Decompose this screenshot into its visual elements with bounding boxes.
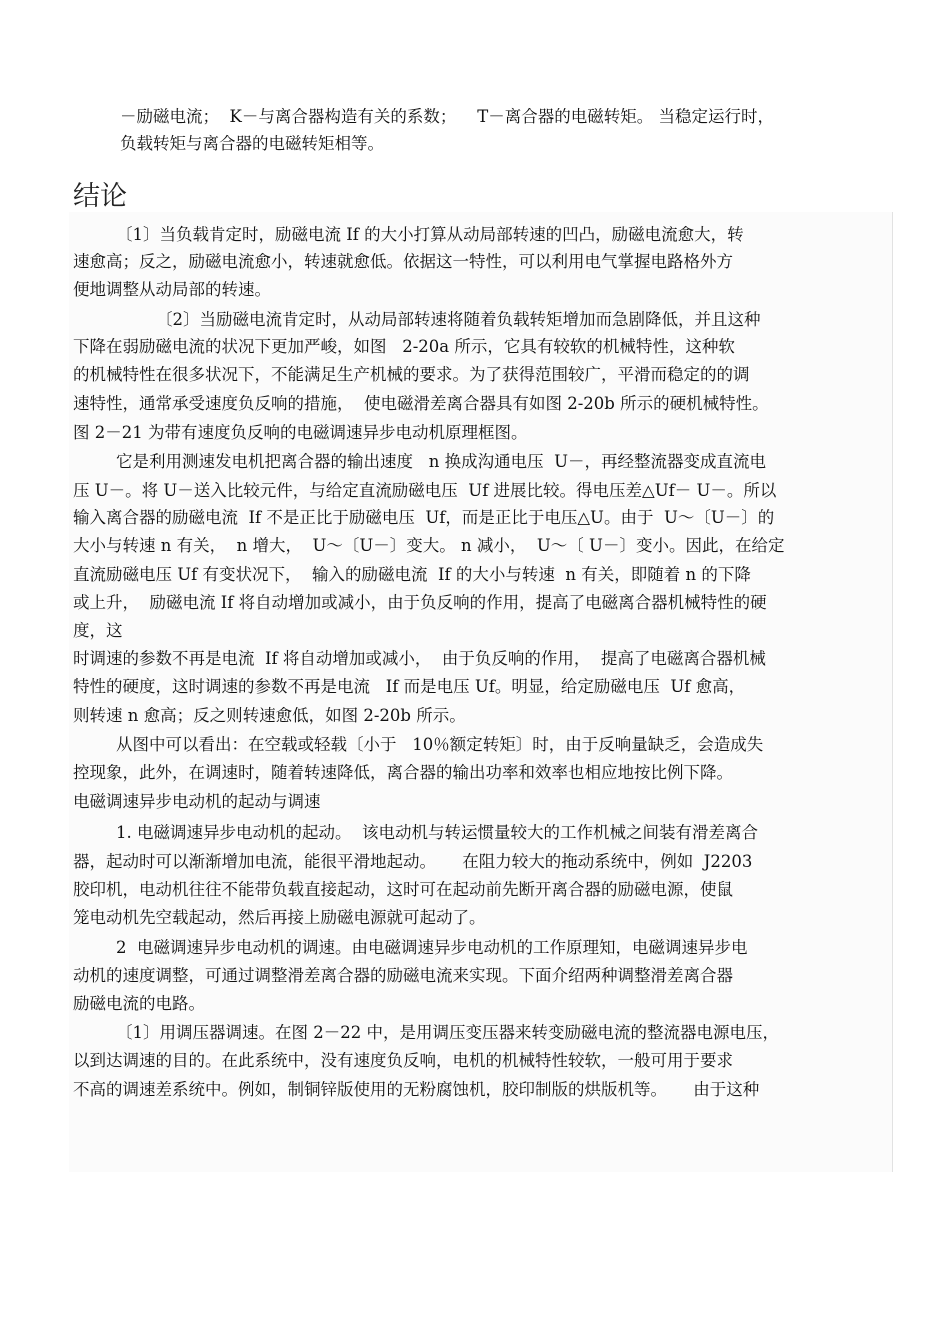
body-line: 以到达调速的目的。在此系统中，没有速度负反响，电机的机械特性较软，一般可用于要求 (73, 1051, 733, 1070)
body-line: 的机械特性在很多状况下，不能满足生产机械的要求。为了获得范围较广，平滑而稳定的的调 (73, 365, 750, 384)
body-line: 胶印机，电动机往往不能带负载直接起动，这时可在起动前先断开离合器的励磁电源，使鼠 (73, 880, 733, 899)
body-line: 从图中可以看出：在空载或轻载〔小于 10％额定转矩〕时，由于反响量缺乏，会造成失 (116, 735, 764, 754)
body-line: 〔1〕用调压器调速。在图 2－22 中，是用调压变压器来转变励磁电流的整流器电源电压， (116, 1023, 779, 1042)
intro-line: －励磁电流； K－与离合器构造有关的系数； T－离合器的电磁转矩。 当稳定运行时， (120, 107, 775, 126)
body-line: 笼电动机先空载起动，然后再接上励磁电源就可起动了。 (73, 908, 486, 927)
body-line: 图 2－21 为带有速度负反响的电磁调速异步电动机原理框图。 (73, 423, 528, 442)
body-line: 〔2〕当励磁电流肯定时，从动局部转速将随着负载转矩增加而急剧降低，并且这种 (156, 310, 761, 329)
body-line: 器，起动时可以渐渐增加电流，能很平滑地起动。 在阻力较大的拖动系统中，例如 J2203 (73, 852, 753, 871)
body-line: 控现象，此外，在调速时，随着转速降低，离合器的输出功率和效率也相应地按比例下降。 (73, 763, 733, 782)
body-line: 直流励磁电压 Uf 有变状况下， 输入的励磁电流 If 的大小与转速 n 有关，即随着 n 的下降 (73, 565, 751, 584)
body-line: 动机的速度调整，可通过调整滑差离合器的励磁电流来实现。下面介绍两种调整滑差离合器 (73, 966, 733, 985)
body-line: 下降在弱励磁电流的状况下更加严峻，如图 2-20a 所示，它具有较软的机械特性，这种软 (73, 337, 735, 356)
body-line: 2 电磁调速异步电动机的调速。由电磁调速异步电动机的工作原理知，电磁调速异步电 (116, 938, 748, 957)
body-line: 压 U－。将 U－送入比较元件，与给定直流励磁电压 Uf 进展比较。得电压差△Uf－ U－。所以 (73, 481, 777, 500)
body-line: 便地调整从动局部的转速。 (73, 280, 271, 299)
body-line: 特性的硬度，这时调速的参数不再是电流 If 而是电压 Uf。明显，给定励磁电压 Uf 愈高， (73, 677, 746, 696)
body-line: 度，这 (73, 621, 123, 640)
body-line: 则转速 n 愈高；反之则转速愈低，如图 2-20b 所示。 (73, 706, 466, 725)
body-line: 励磁电流的电路。 (73, 994, 205, 1013)
body-line: 不高的调速差系统中。例如，制铜锌版使用的无粉腐蚀机，胶印制版的烘版机等。 由于这种 (73, 1080, 760, 1099)
body-line: 大小与转速 n 有关， n 增大， U～〔U－〕变大。 n 减小， U～〔 U－〕变小。因此，在给定 (73, 536, 785, 555)
body-line: 〔1〕当负载肯定时，励磁电流 If 的大小打算从动局部转速的凹凸，励磁电流愈大，转 (116, 225, 744, 244)
body-line: 速愈高；反之，励磁电流愈小，转速就愈低。依据这一特性，可以利用电气掌握电路格外方 (73, 252, 733, 271)
body-line: 或上升， 励磁电流 If 将自动增加或减小，由于负反响的作用，提高了电磁离合器机械特性的硬 (73, 593, 767, 612)
subsection-title: 电磁调速异步电动机的起动与调速 (73, 792, 321, 811)
body-line: 时调速的参数不再是电流 If 将自动增加或减小， 由于负反响的作用， 提高了电磁离合器机械 (73, 649, 766, 668)
section-heading: 结论 (73, 181, 127, 212)
body-line: 速特性，通常承受速度负反响的措施， 使电磁滑差离合器具有如图 2-20b 所示的硬机械特性。 (73, 394, 769, 413)
body-line: 输入离合器的励磁电流 If 不是正比于励磁电压 Uf，而是正比于电压△U。由于 U～〔U－〕的 (73, 508, 775, 527)
intro-line: 负载转矩与离合器的电磁转矩相等。 (120, 134, 384, 153)
body-line: 它是利用测速发电机把离合器的输出速度 n 换成沟通电压 U－，再经整流器变成直流电 (116, 452, 767, 471)
body-line: 1. 电磁调速异步电动机的起动。 该电动机与转运惯量较大的工作机械之间装有滑差离合 (116, 823, 758, 842)
